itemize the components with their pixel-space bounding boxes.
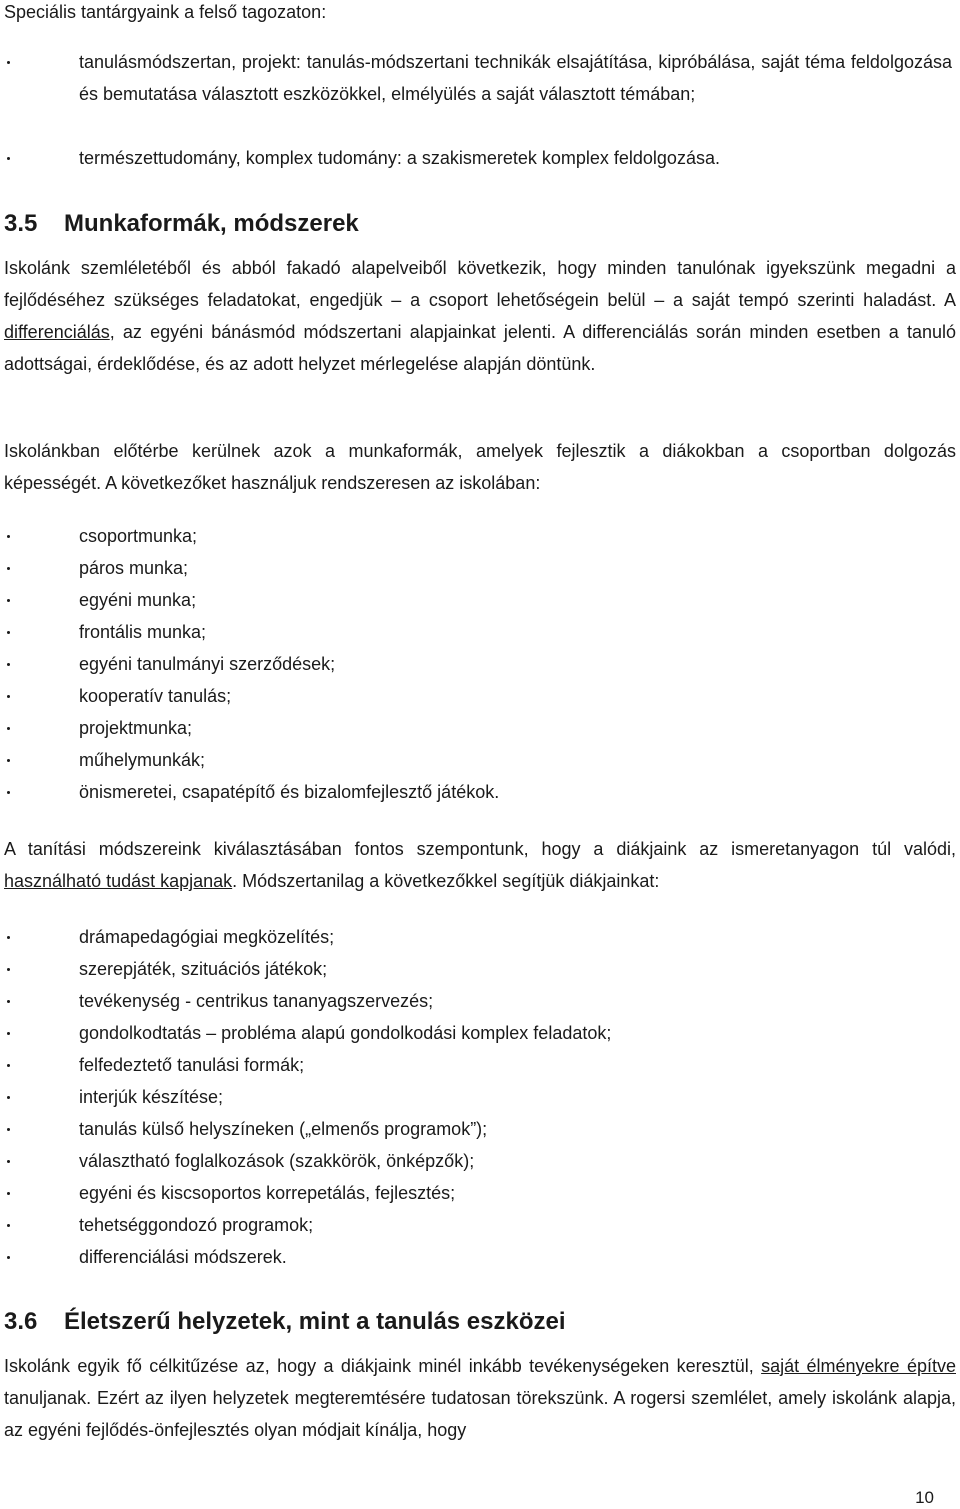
bullet-icon <box>7 1032 10 1035</box>
list-item: frontális munka; <box>0 616 952 648</box>
list-item: önismeretei, csapatépítő és bizalomfejlesztő játékok. <box>0 776 952 808</box>
bullet-icon <box>7 1224 10 1227</box>
bullet-icon <box>7 599 10 602</box>
bullet-icon <box>7 695 10 698</box>
bullet-icon <box>7 1064 10 1067</box>
intro-heading: Speciális tantárgyaink a felső tagozaton: <box>4 2 327 22</box>
bullet-icon <box>7 727 10 730</box>
bullet-icon <box>7 61 10 64</box>
bullet-icon <box>7 936 10 939</box>
list-item: tanulás külső helyszíneken („elmenős programok”); <box>0 1113 952 1145</box>
section-heading-3-5: 3.5 Munkaformák, módszerek <box>4 210 359 237</box>
bullet-icon <box>7 1160 10 1163</box>
list-item: egyéni munka; <box>0 584 952 616</box>
page-number: 10 <box>915 1488 934 1507</box>
list-item: tanulásmódszertan, projekt: tanulás-módszertani technikák elsajátítása, kipróbálása, saját téma feldolgozása és bemutatása választott eszközökkel, elmélyülés a saját választott témában; <box>0 46 952 142</box>
list-item: műhelymunkák; <box>0 744 952 776</box>
list-item: differenciálási módszerek. <box>0 1241 952 1273</box>
section-heading-3-6: 3.6 Életszerű helyzetek, mint a tanulás eszközei <box>4 1308 566 1335</box>
list-item: tehetséggondozó programok; <box>0 1209 952 1241</box>
list-item: páros munka; <box>0 552 952 584</box>
bullet-icon <box>7 1000 10 1003</box>
paragraph: Iskolánk szemléletéből és abból fakadó alapelveiből következik, hogy minden tanulónak igyekszünk megadni a fejlődéséhez szükséges feladatokat, engedjük – a csoport lehetőségein belül – a saját tempó szerinti haladást. A differenciálás, az egyéni bánásmód módszertani alapjainkat jelenti. A differenciálás során minden esetben a tanuló adottságai, érdeklődése, és az adott helyzet mérlegelése alapján döntünk. <box>4 258 956 374</box>
paragraph: A tanítási módszereink kiválasztásában fontos szempontunk, hogy a diákjaink az ismeretanyagon túl valódi, használható tudást kapjanak. Módszertanilag a következőkkel segítjük diákjainkat: <box>4 839 956 891</box>
list-item: csoportmunka; <box>0 520 952 552</box>
bullet-icon <box>7 791 10 794</box>
list-item: interjúk készítése; <box>0 1081 952 1113</box>
list-item: választható foglalkozások (szakkörök, önképzők); <box>0 1145 952 1177</box>
underlined-term: differenciálás <box>4 322 110 342</box>
list-item: egyéni és kiscsoportos korrepetálás, fejlesztés; <box>0 1177 952 1209</box>
paragraph: Iskolánk egyik fő célkitűzése az, hogy a diákjaink minél inkább tevékenységeken keresztül, saját élményekre építve tanuljanak. Ezért az ilyen helyzetek megteremtésére tudatosan törekszünk. A rogersi szemlélet, amely iskolánk alapja, az egyéni fejlődés-önfejlesztés olyan módjait kínálja, hogy <box>4 1356 956 1440</box>
list-item: gondolkodtatás – probléma alapú gondolkodási komplex feladatok; <box>0 1017 952 1049</box>
list-item: felfedeztető tanulási formák; <box>0 1049 952 1081</box>
bullet-icon <box>7 1096 10 1099</box>
list-item: tevékenység - centrikus tananyagszervezés; <box>0 985 952 1017</box>
underlined-term: használható tudást kapjanak <box>4 871 233 891</box>
bullet-icon <box>7 759 10 762</box>
bullet-icon <box>7 631 10 634</box>
underlined-term: saját élményekre építve <box>761 1356 956 1376</box>
bullet-icon <box>7 157 10 160</box>
bullet-icon <box>7 1256 10 1259</box>
intro-list <box>0 46 960 174</box>
list-item: szerepjáték, szituációs játékok; <box>0 953 952 985</box>
bullet-icon <box>7 535 10 538</box>
bullet-icon <box>7 663 10 666</box>
list-item: kooperatív tanulás; <box>0 680 952 712</box>
workforms-list <box>0 520 960 808</box>
list-item: egyéni tanulmányi szerződések; <box>0 648 952 680</box>
list-item: drámapedagógiai megközelítés; <box>0 921 952 953</box>
paragraph: Iskolánkban előtérbe kerülnek azok a munkaformák, amelyek fejlesztik a diákokban a csoportban dolgozás képességét. A következőket használjuk rendszeresen az iskolában: <box>4 441 956 493</box>
bullet-icon <box>7 1192 10 1195</box>
list-item: projektmunka; <box>0 712 952 744</box>
bullet-icon <box>7 567 10 570</box>
bullet-icon <box>7 968 10 971</box>
methods-list <box>0 921 960 1273</box>
bullet-icon <box>7 1128 10 1131</box>
list-item: természettudomány, komplex tudomány: a szakismeretek komplex feldolgozása. <box>0 142 952 174</box>
